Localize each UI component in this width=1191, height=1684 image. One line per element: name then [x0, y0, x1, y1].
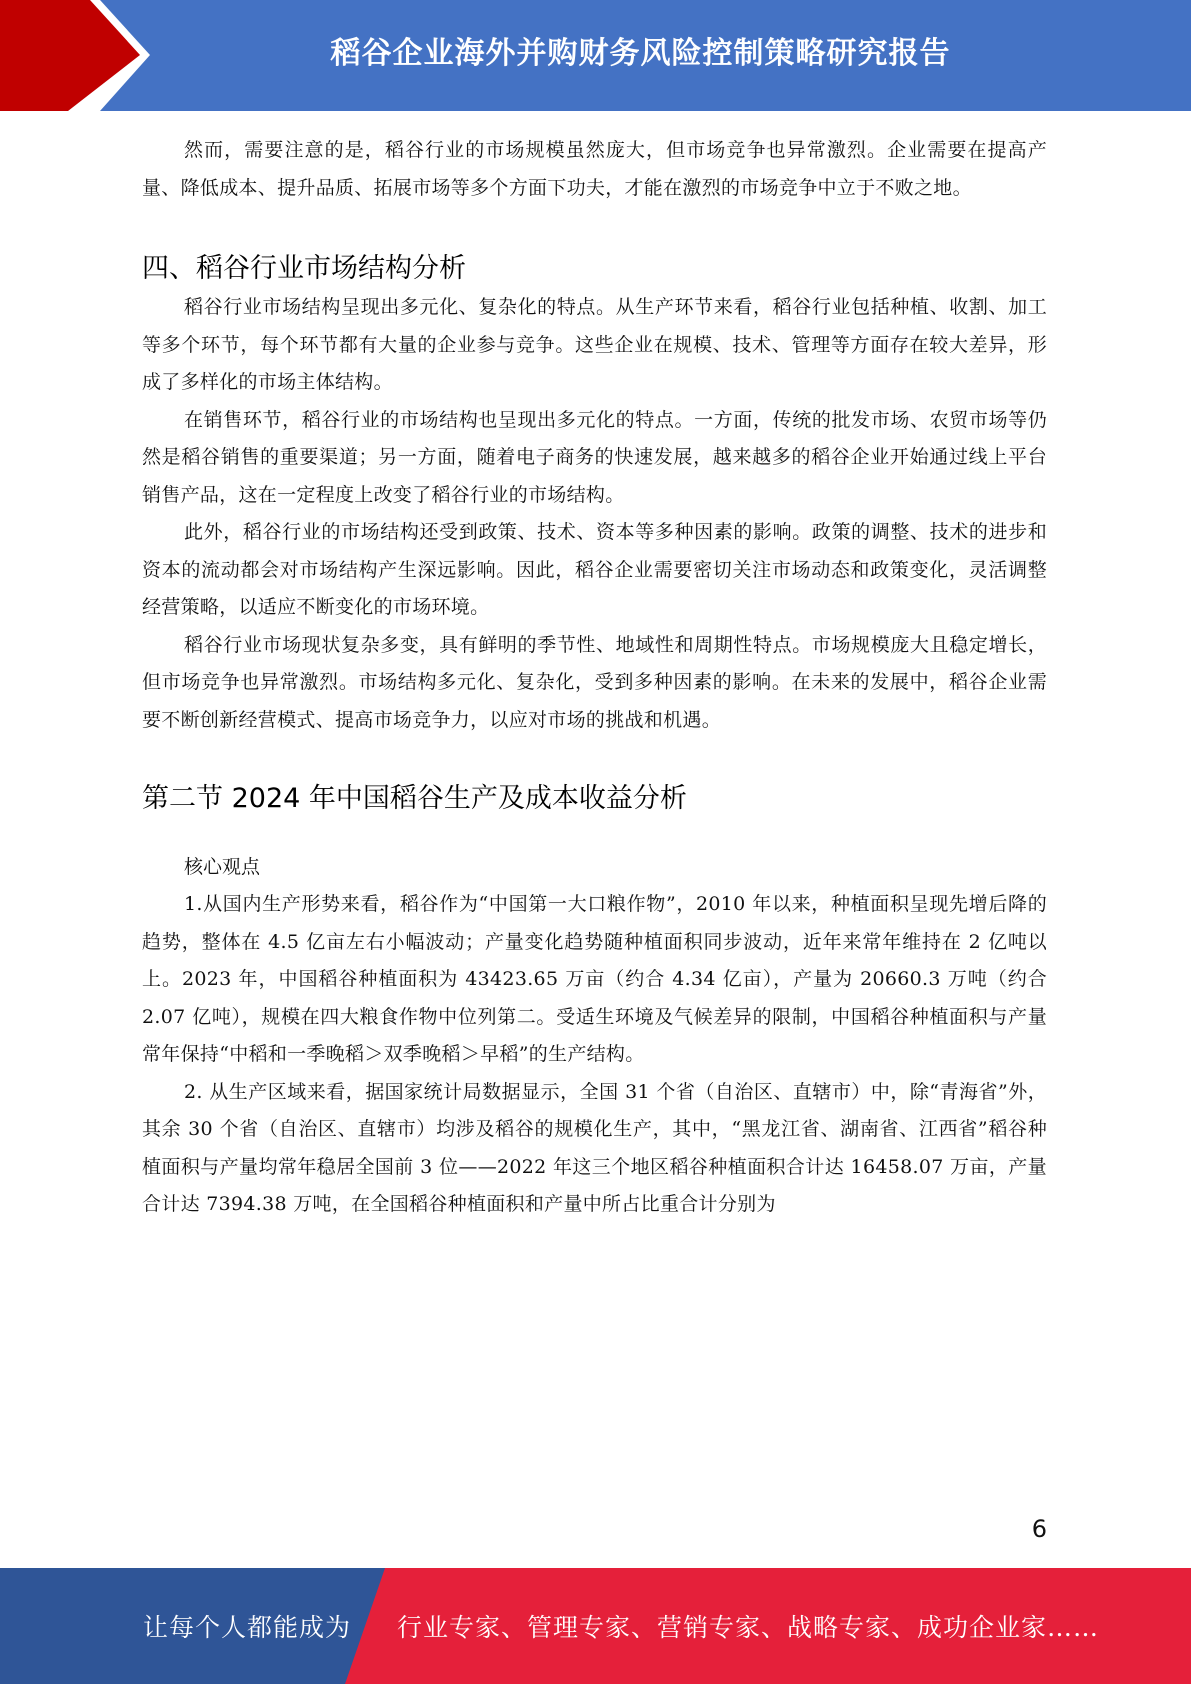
section-heading: 第二节 2024 年中国稻谷生产及成本收益分析 [142, 783, 687, 814]
paragraph: 此外，稻谷行业的市场结构还受到政策、技术、资本等多种因素的影响。政策的调整、技术的进步和资本的流动都会对市场结构产生深远影响。因此，稻谷企业需要密切关注市场动态和政策变化，灵活调整经营策略，以适应不断变化的市场环境。 [142, 521, 1047, 618]
paragraph: 然而，需要注意的是，稻谷行业的市场规模虽然庞大，但市场竞争也异常激烈。企业需要在提高产量、降低成本、提升品质、拓展市场等多个方面下功夫，才能在激烈的市场竞争中立于不败之地。 [142, 139, 1047, 199]
paragraph: 稻谷行业市场现状复杂多变，具有鲜明的季节性、地域性和周期性特点。市场规模庞大且稳定增长，但市场竞争也异常激烈。市场结构多元化、复杂化，受到多种因素的影响。在未来的发展中，稻谷企业需要不断创新经营模式、提高市场竞争力，以应对市场的挑战和机遇。 [142, 633, 1047, 731]
page-header [0, 0, 1191, 111]
paragraph: 在销售环节，稻谷行业的市场结构也呈现出多元化的特点。一方面，传统的批发市场、农贸市场等仍然是稻谷销售的重要渠道；另一方面，随着电子商务的快速发展，越来越多的稻谷企业开始通过线上平台销售产品，这在一定程度上改变了稻谷行业的市场结构。 [142, 408, 1047, 506]
core-viewpoint-label: 核心观点 [184, 856, 261, 878]
paragraph: 稻谷行业市场结构呈现出多元化、复杂化的特点。从生产环节来看，稻谷行业包括种植、收割、加工等多个环节，每个环节都有大量的企业参与竞争。这些企业在规模、技术、管理等方面存在较大差异，形成了多样化的市场主体结构。 [142, 296, 1047, 393]
page-footer [0, 1568, 1191, 1684]
report-title: 稻谷企业海外并购财务风险控制策略研究报告 [330, 36, 951, 71]
page-number: 6 [1031, 1515, 1047, 1543]
paragraph: 2. 从生产区域来看，据国家统计局数据显示，全国 31 个省（自治区、直辖市）中，除“青海省”外，其余 30 个省（自治区、直辖市）均涉及稻谷的规模化生产，其中，“黑龙江省、湖南省、江西省”稻谷种植面积与产量均常年稳居全国前 3 位——2022 年这三个地区稻谷种植面积合计达 16458.07 万亩，产量合计达 7394.38 万吨，在全国稻谷种植面积和产量中所占比重合计分别为 [142, 1080, 1047, 1215]
footer-slogan-left: 让每个人都能成为 [143, 1613, 352, 1642]
section-heading: 四、稻谷行业市场结构分析 [142, 253, 466, 284]
paragraph: 1.从国内生产形势来看，稻谷作为“中国第一大口粮作物”，2010 年以来，种植面积呈现先增后降的趋势，整体在 4.5 亿亩左右小幅波动；产量变化趋势随种植面积同步波动，近年来常年维持在 2 亿吨以上。2023 年，中国稻谷种植面积为 43423.65 万亩（约合 4.34 亿亩），产量为 20660.3 万吨（约合 2.07 亿吨），规模在四大粮食作物中位列第二。受适生环境及气候差异的限制，中国稻谷种植面积与产量常年保持“中稻和一季晚稻＞双季晚稻＞早稻”的生产结构。 [142, 893, 1047, 1065]
footer-slogan-right: 行业专家、管理专家、营销专家、战略专家、成功企业家…… [397, 1613, 1100, 1642]
document-body [142, 132, 1047, 1224]
